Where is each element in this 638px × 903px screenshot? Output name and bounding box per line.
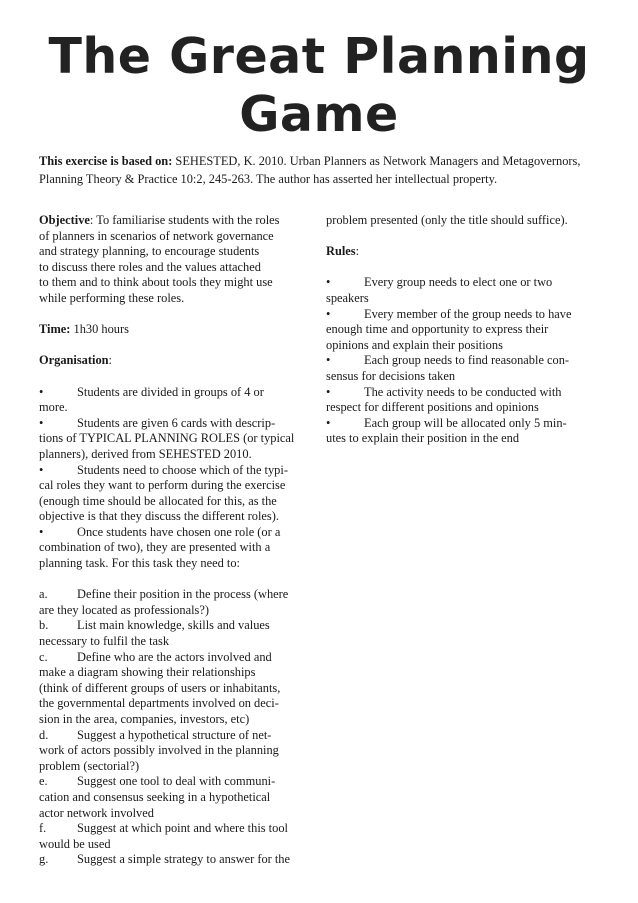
right-column bbox=[326, 213, 601, 447]
task-letter: e. bbox=[39, 774, 48, 789]
list-item: • The activity needs to be conducted with respect for different positions and opinions bbox=[326, 384, 562, 415]
title-line-1: The Great Planning bbox=[48, 28, 590, 85]
objective-line: and strategy planning, to encourage students bbox=[39, 244, 260, 259]
task-item: e. Suggest one tool to deal with communi- cation and consensus seeking in a hypothetical actor network involved bbox=[39, 774, 276, 820]
source-citation bbox=[39, 152, 609, 188]
list-item: • Every group needs to elect one or two speakers bbox=[326, 275, 553, 305]
bullet-icon: • bbox=[326, 306, 331, 321]
task-letter: d. bbox=[39, 727, 49, 742]
objective-line: to them and to think about tools they might use bbox=[39, 275, 273, 290]
continuation-text: problem presented (only the title should suffice). bbox=[326, 213, 568, 227]
objective-label: Objective bbox=[39, 213, 90, 227]
bullet-icon: • bbox=[39, 462, 44, 477]
task-item: g. Suggest a simple strategy to answer for the bbox=[39, 852, 291, 867]
organisation-label: Organisation bbox=[39, 353, 109, 368]
left-column bbox=[39, 213, 315, 868]
source-label: This exercise is based on: bbox=[39, 154, 173, 168]
list-item: • Every member of the group needs to have enough time and opportunity to express their opinions and explain their positions bbox=[326, 306, 572, 352]
time-paragraph bbox=[39, 322, 315, 338]
task-letter: c. bbox=[39, 649, 48, 664]
task-item: b. List main knowledge, skills and values necessary to fulfil the task bbox=[39, 618, 270, 649]
page-title bbox=[40, 28, 598, 144]
rules-heading: Rules: bbox=[326, 244, 360, 259]
bullet-icon: • bbox=[326, 384, 331, 399]
rules-label: Rules bbox=[326, 244, 356, 259]
task-letter: f. bbox=[39, 821, 47, 836]
objective-paragraph bbox=[39, 213, 315, 307]
task-item: c. Define who are the actors involved and make a diagram showing their relationships (think of different groups of users or inhabitants, the governmental departments involved on deci- sion in the area, companies, investors, etc) bbox=[39, 649, 281, 726]
rules-list bbox=[326, 275, 601, 447]
bullet-icon: • bbox=[326, 415, 331, 430]
list-item: • Students are divided in groups of 4 or more. bbox=[39, 384, 264, 415]
list-item: • Each group needs to find reasonable con- sensus for decisions taken bbox=[326, 353, 570, 383]
source-text-line2: Planning Theory & Practice 10:2, 245-263. The author has asserted her intellectual property. bbox=[39, 172, 498, 186]
organisation-heading: Organisation: bbox=[39, 353, 112, 368]
objective-line: of planners in scenarios of network governance bbox=[39, 228, 274, 243]
task-list bbox=[39, 587, 315, 868]
time-value: 1h30 hours bbox=[70, 322, 129, 337]
task-item: d. Suggest a hypothetical structure of net- work of actors possibly involved in the planning problem (sectorial?) bbox=[39, 727, 279, 773]
bullet-icon: • bbox=[326, 275, 331, 290]
source-text: SEHESTED, K. 2010. Urban Planners as Network Managers and Metagovernors, bbox=[172, 154, 581, 168]
task-letter: g. bbox=[39, 852, 49, 867]
list-item: • Once students have chosen one role (or a combination of two), they are presented with a planning task. For this task they need to: bbox=[39, 524, 281, 571]
task-item: a. Define their position in the process (where are they located as professionals?) bbox=[39, 587, 289, 617]
bullet-icon: • bbox=[326, 353, 331, 368]
bullet-icon: • bbox=[39, 415, 44, 430]
task-letter: b. bbox=[39, 618, 49, 633]
bullet-icon: • bbox=[39, 384, 44, 399]
objective-line: to discuss there roles and the values attached bbox=[39, 259, 261, 274]
title-line-2: Game bbox=[239, 86, 399, 143]
list-item: • Students are given 6 cards with descrip- tions of TYPICAL PLANNING ROLES (or typical planners), derived from SEHESTED 2010. bbox=[39, 415, 295, 461]
bullet-icon: • bbox=[39, 524, 44, 539]
objective-line: while performing these roles. bbox=[39, 290, 185, 305]
task-item: f. Suggest at which point and where this tool would be used bbox=[39, 821, 288, 851]
list-item: • Each group will be allocated only 5 min- utes to explain their position in the end bbox=[326, 415, 567, 446]
time-label: Time: bbox=[39, 322, 71, 337]
objective-line: : To familiarise students with the roles bbox=[89, 213, 280, 227]
task-letter: a. bbox=[39, 587, 48, 602]
organisation-list bbox=[39, 385, 315, 572]
list-item: • Students need to choose which of the typi- cal roles they want to perform during the exercise (enough time should be allocated for this, as the objective is that they discuss the different roles). bbox=[39, 462, 288, 524]
